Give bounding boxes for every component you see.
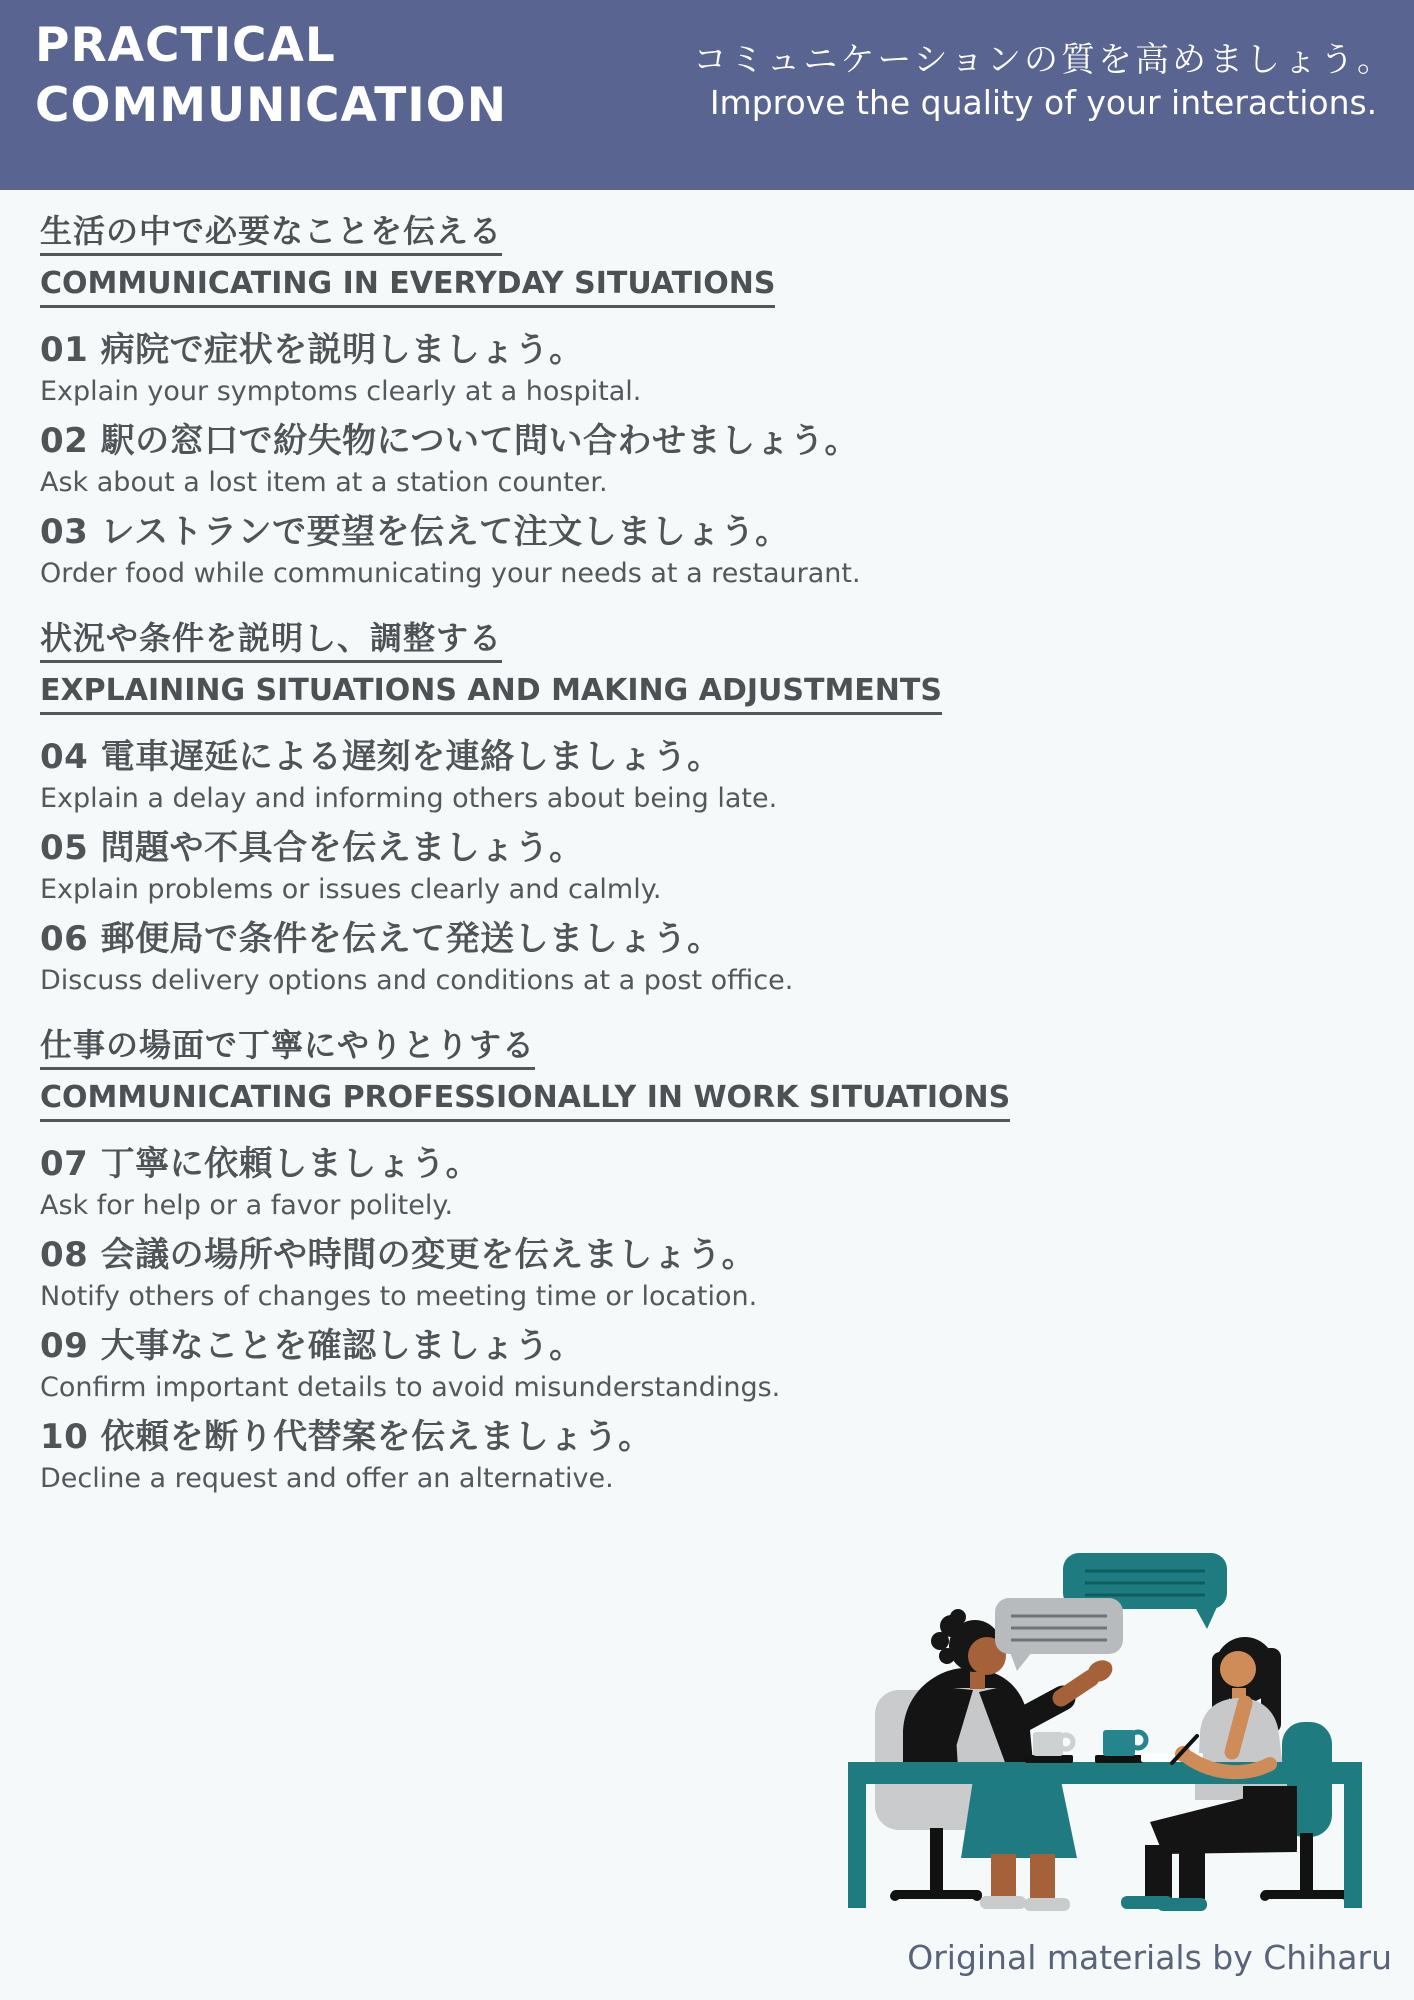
meeting-illustration	[845, 1540, 1410, 1915]
list-item	[40, 737, 1374, 814]
item-title: 07 丁寧に依頼しましょう。	[40, 1144, 481, 1185]
speech-bubble-gray-icon	[995, 1598, 1123, 1671]
list-item	[40, 512, 1374, 589]
item-description: Notify others of changes to meeting time or location.	[40, 1280, 758, 1312]
item-description: Order food while communicating your needs at a restaurant.	[40, 557, 861, 589]
section-heading-en: COMMUNICATING PROFESSIONALLY IN WORK SITUATIONS	[40, 1080, 1010, 1122]
credit-text: Original materials by Chiharu	[907, 1938, 1392, 1977]
tagline-english: Improve the quality of your interactions.	[709, 83, 1378, 123]
item-description: Decline a request and offer an alternative.	[40, 1462, 614, 1494]
item-title: 08 会議の場所や時間の変更を伝えましょう。	[40, 1235, 757, 1276]
item-title: 06 郵便局で条件を伝えて発送しましょう。	[40, 919, 722, 959]
item-description: Ask for help or a favor politely.	[40, 1190, 454, 1222]
list-item	[40, 421, 1374, 498]
item-title: 02 駅の窓口で紛失物について問い合わせましょう。	[40, 421, 859, 462]
list-item	[40, 330, 1374, 407]
list-item	[40, 828, 1374, 905]
coffee-cup-teal-icon	[1095, 1730, 1146, 1763]
item-title: 04 電車遅延による遅刻を連絡しましょう。	[40, 737, 722, 778]
item-description: Explain your symptoms clearly at a hospital.	[40, 376, 642, 408]
section-heading-en: COMMUNICATING IN EVERYDAY SITUATIONS	[40, 266, 775, 308]
page-title-line1: PRACTICAL	[35, 18, 336, 73]
section-explaining-adjusting	[40, 619, 1374, 996]
item-description: Confirm important details to avoid misunderstandings.	[40, 1371, 781, 1403]
section-heading-jp: 仕事の場面で丁寧にやりとりする	[40, 1026, 535, 1070]
content	[0, 190, 1414, 1494]
item-title: 05 問題や不具合を伝えましょう。	[40, 828, 584, 869]
page-title-line2: COMMUNICATION	[35, 77, 508, 133]
item-title: 01 病院で症状を説明しましょう。	[40, 330, 584, 371]
list-item	[40, 1144, 1374, 1221]
section-heading-jp: 生活の中で必要なことを伝える	[40, 212, 502, 256]
item-description: Explain problems or issues clearly and calmly.	[40, 873, 662, 905]
section-work-situations	[40, 1026, 1374, 1494]
list-item	[40, 1417, 1374, 1494]
section-everyday-situations	[40, 212, 1374, 589]
item-title: 03 レストランで要望を伝えて注文しましょう。	[40, 512, 790, 553]
item-description: Ask about a lost item at a station counter.	[40, 467, 608, 499]
item-title: 09 大事なことを確認しましょう。	[40, 1325, 584, 1366]
header-banner	[0, 0, 1414, 190]
banner-tagline	[693, 38, 1394, 123]
page-title	[35, 16, 507, 135]
list-item	[40, 919, 1374, 996]
item-description: Explain a delay and informing others about being late.	[40, 783, 778, 815]
coffee-cup-gray-icon	[1025, 1732, 1073, 1763]
list-item	[40, 1326, 1374, 1403]
section-heading-jp: 状況や条件を説明し、調整する	[40, 619, 502, 663]
item-title: 10 依頼を断り代替案を伝えましょう。	[40, 1416, 653, 1457]
tagline-japanese: コミュニケーションの質を高めましょう。	[693, 40, 1394, 80]
section-heading-en: EXPLAINING SITUATIONS AND MAKING ADJUSTMENTS	[40, 673, 942, 715]
list-item	[40, 1235, 1374, 1312]
item-description: Discuss delivery options and conditions at a post office.	[40, 964, 794, 996]
